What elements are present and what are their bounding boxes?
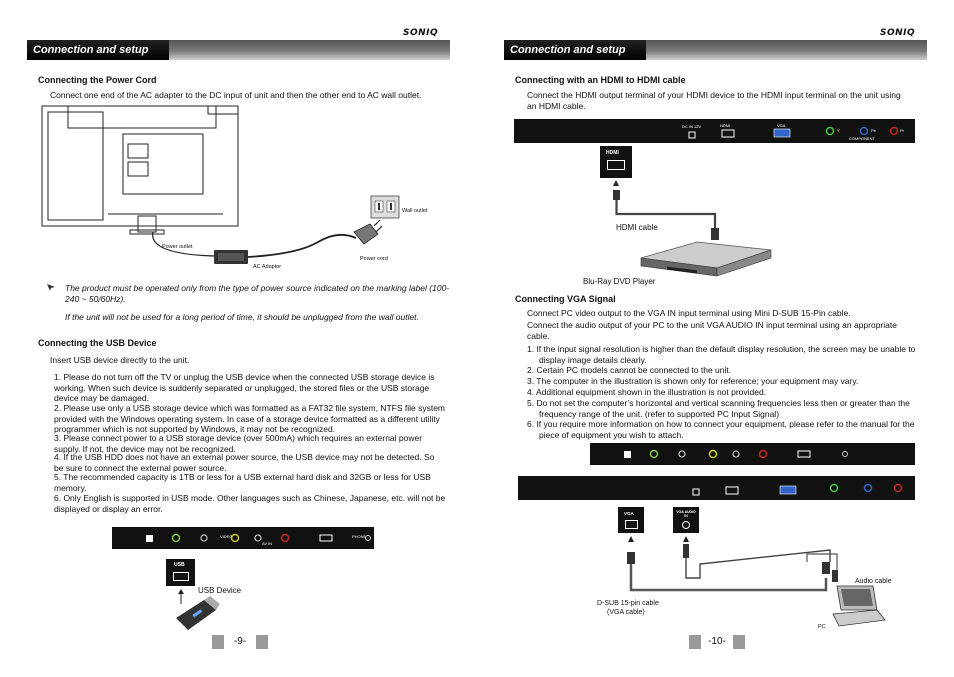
hdmi-intro: Connect the HDMI output terminal of your HDMI device to the HDMI input terminal on the unit using an HDMI cable. xyxy=(527,90,901,111)
usb-intro: Insert USB device directly to the unit. xyxy=(50,355,190,365)
panel-dc-in-label: DC IN 12V xyxy=(682,124,702,129)
side-input-panel xyxy=(590,443,915,465)
panel-vga-label: VGA xyxy=(777,123,786,128)
vga-item-2: 2. Certain PC models cannot be connected to the unit. xyxy=(527,365,732,375)
usb-port-label: USB xyxy=(174,562,185,568)
bluray-player-icon xyxy=(637,238,777,280)
power-cord-line xyxy=(248,235,356,257)
bluray-player-label: Blu-Ray DVD Player xyxy=(583,277,656,286)
vga-item-6: 6. If you require more information on how to connect your equipment, please refer to the manual for the piece of equipment you wish to attach. xyxy=(527,419,915,440)
panel-hdmi-label: HDMI xyxy=(720,123,731,128)
laptop-icon xyxy=(831,584,887,628)
usb-item-1: 1. Please do not turn off the TV or unplug the USB device when the connected USB storage device is working. When such device is suddenly separated or unplugged, the stored files or the USB storage device may be damaged. xyxy=(54,372,435,403)
vga-item-4: 4. Additional equipment shown in the illustration is not provided. xyxy=(527,387,767,397)
usb-item-3: 3. Please connect power to a USB storage device (over 500mA) which requires an external power supply. If not, the device may not be recognized. xyxy=(54,433,423,454)
power-diagram xyxy=(38,104,443,274)
dsub-label-1: D-SUB 15-pin cable xyxy=(597,600,659,607)
hdmi-port-icon xyxy=(607,160,625,170)
usb-device-label: USB Device xyxy=(198,586,242,595)
ac-adaptor-label: AC Adaptor xyxy=(253,264,282,270)
panel-pr-label: Pr xyxy=(900,128,904,133)
hdmi-port-callout xyxy=(600,146,632,178)
note-arrow-icon xyxy=(46,283,56,291)
usb-item-6: 6. Only English is supported in USB mode. Other languages such as Chinese, Japanese, etc. will not be displayed or display an error. xyxy=(54,493,446,514)
panel-component-label: COMPONENT xyxy=(849,136,875,141)
page-right xyxy=(477,0,954,677)
audio-port-label: VGA AUDIO IN xyxy=(676,510,696,518)
panel-av-in-label: AV IN xyxy=(262,541,273,546)
power-heading: Connecting the Power Cord xyxy=(38,75,157,85)
wall-outlet-label: Wall outlet xyxy=(402,208,428,214)
hdmi-cable-label: HDMI cable xyxy=(616,223,658,232)
vga-heading: Connecting VGA Signal xyxy=(515,294,616,304)
usb-item-2: 2. Please use only a USB storage device which was formatted as a FAT32 file system, NTFS file system provided with the Windows operating system. In case of a storage device formatted as a different utility programmer which is not supported by Windows, it may not be recognized. xyxy=(54,403,445,434)
usb-heading: Connecting the USB Device xyxy=(38,338,157,348)
panel-phone-label: PHONE xyxy=(352,534,367,539)
usb-item-5: 5. The recommended capacity is 1TB or less for a USB external hard disk and 32GB or less for USB memory. xyxy=(54,472,431,493)
vga-port-callout xyxy=(618,507,644,533)
section-title-right: Connection and setup xyxy=(504,40,646,60)
usb-port-icon xyxy=(173,572,189,581)
plug-icon xyxy=(354,220,382,244)
audio-port-callout xyxy=(673,507,699,533)
vga-port-icon xyxy=(625,520,638,529)
vga-item-1: 1. If the input signal resolution is higher than the default display resolution, the screen may be unable to display image details clearly. xyxy=(527,344,916,365)
hdmi-input-panel xyxy=(514,119,915,143)
audio-port-icon xyxy=(682,521,690,529)
page-number-right: -10- xyxy=(689,635,745,649)
vga-item-3: 3. The computer in the illustration is shown only for reference; your equipment may vary. xyxy=(527,376,859,386)
vga-intro-2: Connect the audio output of your PC to the unit VGA AUDIO IN input terminal using an appropriate cable. xyxy=(527,320,897,341)
panel-video-label: VIDEO xyxy=(220,534,233,539)
tv-back xyxy=(42,106,238,234)
vga-input-panel xyxy=(518,476,915,500)
power-note-2: If the unit will not be used for a long period of time, it should be unplugged from the wall outlet. xyxy=(65,312,419,322)
dsub-label-2: (VGA cable) xyxy=(607,609,645,616)
brand-logo: SONIQ xyxy=(403,28,439,38)
power-intro: Connect one end of the AC adapter to the DC input of unit and then the other end to AC wall outlet. xyxy=(50,90,422,100)
hdmi-port-label: HDMI xyxy=(606,150,619,156)
panel-pb-label: Pb xyxy=(871,128,876,133)
vga-intro-1: Connect PC video output to the VGA IN input terminal using Mini D-SUB 15-Pin cable. xyxy=(527,308,851,318)
vga-item-5: 5. Do not set the computer’s horizontal and vertical scanning frequencies less then or greater than the frequency range of the unit. (refer to supported PC Input Signal) xyxy=(527,398,910,419)
pc-label: PC xyxy=(818,624,826,630)
wall-outlet-icon xyxy=(371,196,399,218)
usb-item-4: 4. If the USB HDD does not have an external power source, the USB device may not be detected. So be sure to connect the external power source. xyxy=(54,452,435,473)
vga-port-label: VGA xyxy=(624,511,634,516)
usb-input-panel xyxy=(112,527,374,549)
audio-cable-label: Audio cable xyxy=(855,578,892,585)
usb-port-callout xyxy=(166,559,195,586)
panel-y-label: Y xyxy=(837,128,840,133)
power-outlet-label: Power outlet xyxy=(162,244,193,250)
ac-adaptor-icon xyxy=(214,250,248,264)
power-cord-label: Power cord xyxy=(360,256,388,262)
power-note-1: The product must be operated only from the type of power source indicated on the marking label (100-240 ~ 50/60Hz). xyxy=(65,283,450,304)
page-number-left: -9- xyxy=(212,635,268,649)
section-title: Connection and setup xyxy=(27,40,169,60)
hdmi-heading: Connecting with an HDMI to HDMI cable xyxy=(515,75,686,85)
brand-logo-right: SONIQ xyxy=(880,28,916,38)
